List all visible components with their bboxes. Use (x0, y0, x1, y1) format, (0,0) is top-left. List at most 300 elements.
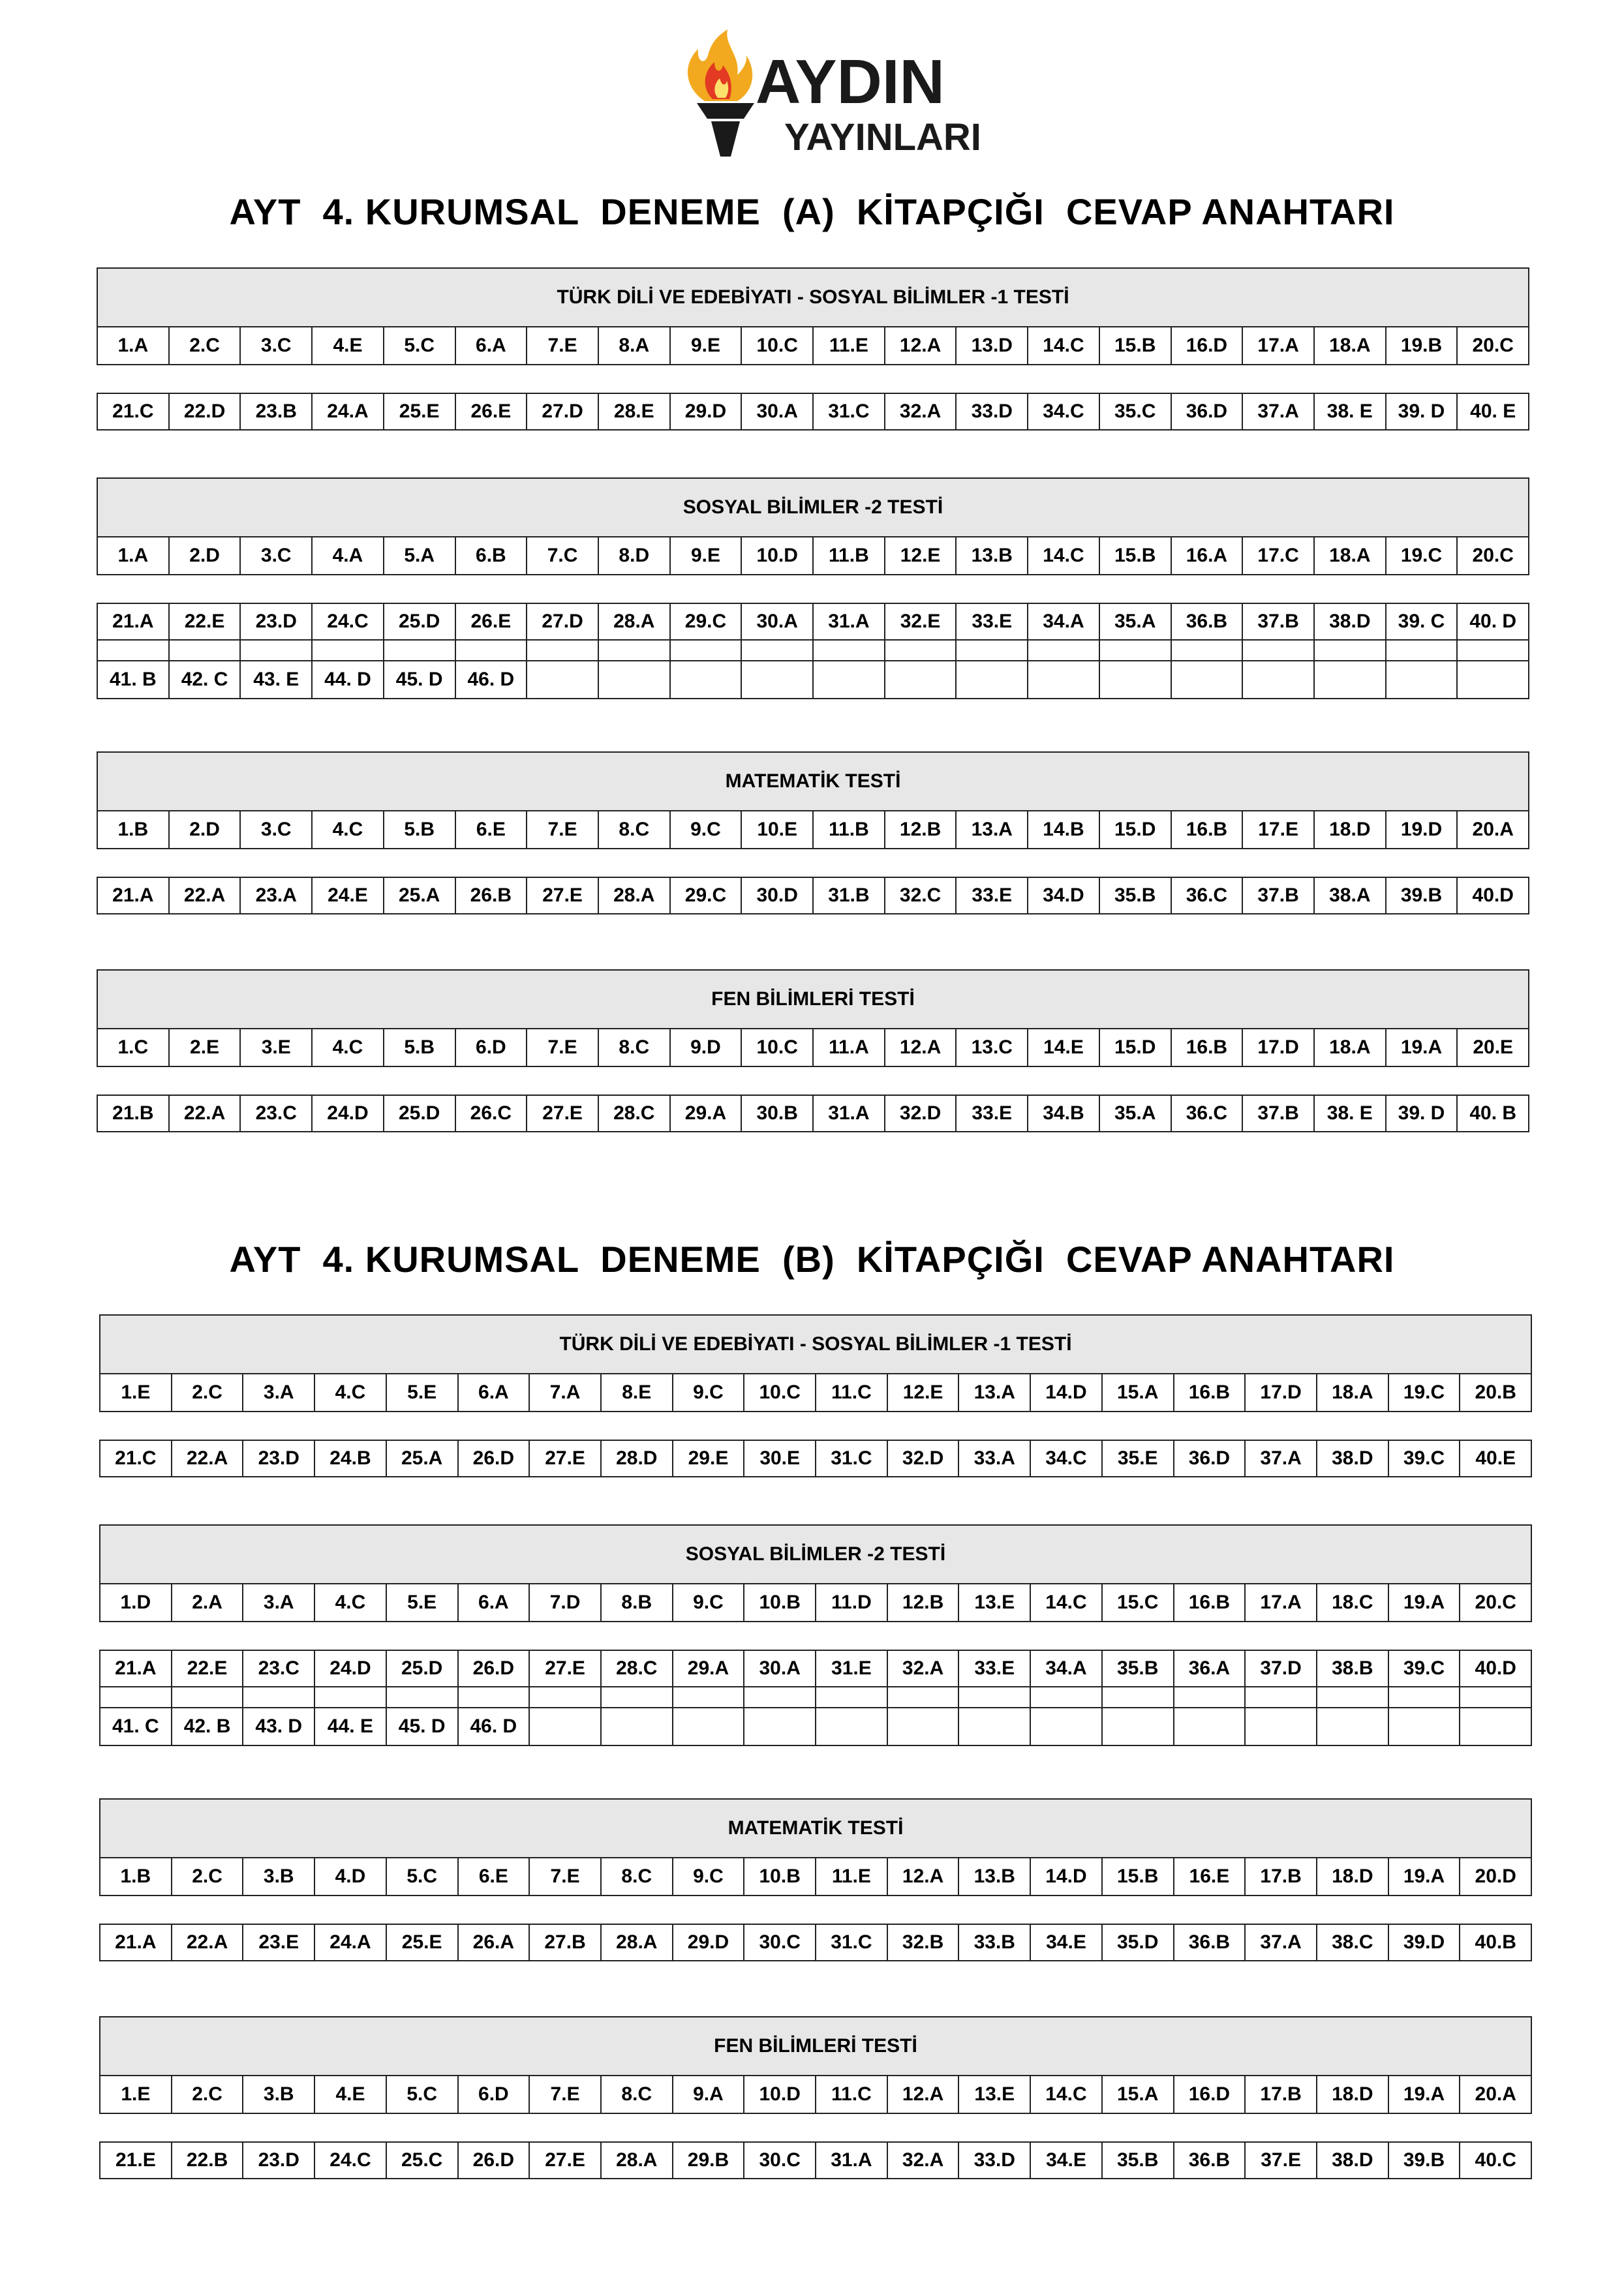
answer-cell: 22.A (172, 1925, 244, 1960)
answer-cell: 4.D (315, 1858, 387, 1895)
answer-cell: 40.D (1475, 1657, 1516, 1679)
section-title: SOSYAL BİLİMLER -2 TESTİ (97, 477, 1529, 537)
answer-cell: 11.A (814, 1029, 885, 1066)
answer-cell: 37.B (1243, 604, 1315, 639)
empty-cell (1174, 1687, 1246, 1707)
answer-cell: 21.C (98, 394, 170, 429)
empty-cell (1028, 641, 1100, 660)
empty-cell (959, 1687, 1031, 1707)
answer-cell: 6.D (456, 1029, 528, 1066)
answer-cell: 35.C (1100, 394, 1172, 429)
answer-row (99, 1440, 1532, 1477)
answer-cell: 14.C (1028, 327, 1100, 364)
empty-cell (100, 1687, 172, 1707)
answer-cell: 36.B (1174, 1925, 1246, 1960)
answer-cell: 20.C (1475, 1592, 1516, 1613)
answer-cell: 37.B (1243, 1096, 1315, 1131)
answer-cell: 1.B (98, 811, 170, 848)
answer-cell: 12.A (885, 327, 957, 364)
answer-cell: 27.D (527, 604, 599, 639)
answer-cell: 12.A (885, 1029, 957, 1066)
answer-cell: 29.D (671, 394, 743, 429)
answer-cell: 40.D (1472, 884, 1514, 906)
answer-cell: 30.C (744, 1925, 816, 1960)
answer-cell: 39.C (1389, 1651, 1461, 1686)
answer-cell: 32.B (888, 1925, 960, 1960)
empty-cell (816, 1687, 888, 1707)
answer-cell: 39.D (1389, 1925, 1461, 1960)
answer-cell (742, 661, 814, 698)
answer-row (97, 877, 1529, 914)
answer-cell: 3.C (241, 327, 313, 364)
answer-cell: 8.C (602, 1858, 673, 1895)
answer-cell: 40. B (1469, 1102, 1517, 1124)
answer-cell: 44. D (313, 661, 384, 698)
answer-cell: 24.C (315, 2143, 387, 2178)
answer-cell: 17.B (1246, 1858, 1317, 1895)
answer-cell: 4.C (313, 1029, 384, 1066)
answer-cell: 10.D (742, 537, 814, 574)
answer-cell: 6.A (459, 1374, 530, 1411)
answer-cell: 33.D (959, 2143, 1031, 2178)
answer-cell: 23.C (243, 1651, 315, 1686)
answer-cell: 7.E (530, 2076, 602, 2113)
answer-cell (1174, 1708, 1246, 1745)
answer-cell: 11.B (814, 811, 885, 848)
answer-row (99, 1584, 1532, 1622)
answer-row (97, 537, 1529, 575)
answer-cell: 25.E (387, 1925, 459, 1960)
answer-cell: 16.D (1172, 327, 1244, 364)
answer-cell: 5.E (387, 1584, 459, 1621)
answer-cell: 34.B (1028, 1096, 1100, 1131)
answer-cell: 38.A (1315, 878, 1387, 913)
answer-cell: 19.B (1387, 327, 1458, 364)
answer-cell: 19.C (1389, 1374, 1461, 1411)
answer-cell (1172, 661, 1244, 698)
answer-cell: 28.A (602, 1925, 673, 1960)
answer-cell: 18.D (1317, 2076, 1389, 2113)
answer-cell: 41. B (98, 661, 170, 698)
answer-cell: 23.E (243, 1925, 315, 1960)
answer-cell: 15.C (1103, 1584, 1174, 1621)
empty-cell (170, 641, 241, 660)
answer-cell: 15.D (1100, 811, 1172, 848)
answer-row (99, 1858, 1532, 1896)
answer-cell: 9.C (671, 811, 743, 848)
answer-cell: 13.D (957, 327, 1028, 364)
empty-cell (1103, 1687, 1174, 1707)
booklet-b-section-3 (99, 1798, 1532, 1961)
answer-cell: 35.A (1100, 1096, 1172, 1131)
answer-cell: 5.A (384, 537, 456, 574)
empty-cell (957, 641, 1028, 660)
brand-line1: AYDIN (756, 47, 945, 117)
answer-cell: 9.C (673, 1584, 745, 1621)
answer-cell: 16.B (1172, 1029, 1244, 1066)
answer-cell: 16.A (1172, 537, 1244, 574)
answer-cell: 40.C (1475, 2149, 1516, 2171)
answer-cell: 17.B (1246, 2076, 1317, 2113)
answer-cell: 7.C (527, 537, 599, 574)
brand-line2: YAYINLARI (784, 116, 981, 159)
answer-cell: 4.A (313, 537, 384, 574)
answer-cell: 6.A (456, 327, 528, 364)
answer-cell: 29.E (673, 1441, 745, 1476)
answer-cell: 35.B (1100, 878, 1172, 913)
answer-cell: 20.A (1475, 2083, 1516, 2105)
empty-cell (744, 1687, 816, 1707)
answer-cell: 38.D (1315, 604, 1387, 639)
answer-cell: 23.D (241, 604, 313, 639)
answer-cell: 33.E (957, 1096, 1028, 1131)
answer-cell: 29.C (671, 604, 743, 639)
answer-cell: 34.D (1028, 878, 1100, 913)
answer-cell: 17.A (1243, 327, 1315, 364)
answer-cell: 14.C (1031, 1584, 1103, 1621)
answer-cell: 6.B (456, 537, 528, 574)
answer-cell (1387, 661, 1458, 698)
section-title: FEN BİLİMLERİ TESTİ (99, 2016, 1532, 2076)
answer-cell (957, 661, 1028, 698)
answer-cell: 6.E (456, 811, 528, 848)
answer-cell: 13.E (959, 1584, 1031, 1621)
answer-cell: 35.A (1100, 604, 1172, 639)
answer-cell: 9.C (673, 1374, 745, 1411)
answer-cell: 8.C (599, 1029, 671, 1066)
answer-cell: 23.A (241, 878, 313, 913)
answer-cell: 17.E (1243, 811, 1315, 848)
answer-cell: 36.B (1172, 604, 1244, 639)
answer-cell: 26.D (459, 2143, 530, 2178)
answer-cell: 8.B (602, 1584, 673, 1621)
answer-cell: 34.C (1031, 1441, 1103, 1476)
answer-cell: 25.C (387, 2143, 459, 2178)
answer-cell: 30.C (744, 2143, 816, 2178)
answer-cell: 36.D (1172, 394, 1244, 429)
answer-cell (530, 1708, 602, 1745)
answer-cell: 26.E (456, 604, 528, 639)
answer-cell: 29.A (673, 1651, 745, 1686)
answer-cell: 11.C (816, 2076, 888, 2113)
answer-cell: 21.C (100, 1441, 172, 1476)
answer-cell: 15.A (1103, 2076, 1174, 2113)
answer-cell: 3.A (243, 1584, 315, 1621)
answer-cell: 42. B (172, 1708, 244, 1745)
answer-cell: 46. D (459, 1708, 530, 1745)
answer-cell: 16.B (1174, 1584, 1246, 1621)
answer-cell: 7.E (527, 327, 599, 364)
answer-cell: 44. E (315, 1708, 387, 1745)
empty-row (97, 641, 1529, 661)
booklet-a-section-3 (97, 751, 1529, 914)
answer-cell: 2.C (172, 2076, 244, 2113)
answer-cell (599, 661, 671, 698)
empty-cell (456, 641, 528, 660)
aydin-yayinlari-logo (679, 26, 981, 159)
answer-cell: 40.E (1475, 1447, 1516, 1469)
answer-cell: 7.E (527, 1029, 599, 1066)
answer-cell: 45. D (384, 661, 456, 698)
answer-cell: 2.C (170, 327, 241, 364)
answer-cell: 18.A (1317, 1374, 1389, 1411)
answer-cell (959, 1708, 1031, 1745)
answer-row (97, 1029, 1529, 1067)
answer-cell: 32.D (888, 1441, 960, 1476)
answer-cell: 1.C (98, 1029, 170, 1066)
answer-cell: 5.C (387, 2076, 459, 2113)
answer-cell: 4.E (313, 327, 384, 364)
answer-cell: 27.E (527, 878, 599, 913)
empty-cell (172, 1687, 244, 1707)
answer-cell (673, 1708, 745, 1745)
answer-cell: 37.B (1243, 878, 1315, 913)
answer-cell: 7.E (527, 811, 599, 848)
answer-cell: 32.D (885, 1096, 957, 1131)
answer-cell: 10.B (744, 1858, 816, 1895)
answer-cell: 38. E (1315, 1096, 1387, 1131)
answer-cell: 22.D (170, 394, 241, 429)
answer-cell: 40. D (1469, 611, 1517, 632)
torch-handle-icon (697, 103, 754, 119)
answer-cell: 1.B (100, 1858, 172, 1895)
answer-cell: 37.D (1246, 1651, 1317, 1686)
section-title: MATEMATİK TESTİ (99, 1798, 1532, 1858)
empty-cell (1389, 1687, 1461, 1707)
answer-cell (888, 1708, 960, 1745)
answer-cell: 28.E (599, 394, 671, 429)
answer-cell: 11.E (816, 1858, 888, 1895)
answer-cell: 42. C (170, 661, 241, 698)
answer-cell: 18.A (1315, 327, 1387, 364)
empty-cell (1317, 1687, 1389, 1707)
answer-cell: 36.A (1174, 1651, 1246, 1686)
empty-cell (885, 641, 957, 660)
answer-cell: 19.A (1389, 2076, 1461, 2113)
answer-cell (1100, 661, 1172, 698)
answer-cell: 33.E (957, 604, 1028, 639)
booklet-b-section-1 (99, 1314, 1532, 1477)
answer-cell: 16.E (1174, 1858, 1246, 1895)
answer-cell: 30.B (742, 1096, 814, 1131)
answer-cell: 31.A (814, 604, 885, 639)
answer-cell: 11.C (816, 1374, 888, 1411)
empty-cell (1172, 641, 1244, 660)
answer-cell: 21.E (100, 2143, 172, 2178)
answer-cell: 28.C (599, 1096, 671, 1131)
empty-cell (98, 641, 170, 660)
answer-cell: 38.D (1317, 2143, 1389, 2178)
answer-cell: 15.B (1100, 327, 1172, 364)
answer-cell: 26.A (459, 1925, 530, 1960)
answer-cell: 15.A (1103, 1374, 1174, 1411)
answer-cell: 29.C (671, 878, 743, 913)
answer-cell: 31.E (816, 1651, 888, 1686)
answer-cell: 41. C (100, 1708, 172, 1745)
answer-cell: 13.B (957, 537, 1028, 574)
answer-cell: 14.D (1031, 1858, 1103, 1895)
answer-cell: 33.D (957, 394, 1028, 429)
answer-cell: 1.D (100, 1584, 172, 1621)
answer-cell: 24.E (313, 878, 384, 913)
answer-cell: 34.A (1031, 1651, 1103, 1686)
answer-cell: 35.E (1103, 1441, 1174, 1476)
answer-cell: 25.D (387, 1651, 459, 1686)
answer-cell: 6.A (459, 1584, 530, 1621)
answer-cell (1460, 1708, 1531, 1745)
answer-cell: 8.C (599, 811, 671, 848)
booklet-b-title: AYT 4. KURUMSAL DENEME (B) KİTAPÇIĞI CEVAP ANAHTARI (229, 1239, 1395, 1280)
answer-cell: 5.E (387, 1374, 459, 1411)
answer-cell: 24.A (315, 1925, 387, 1960)
answer-cell: 1.E (100, 1374, 172, 1411)
answer-cell: 7.A (530, 1374, 602, 1411)
answer-cell: 33.B (959, 1925, 1031, 1960)
answer-cell: 38.B (1317, 1651, 1389, 1686)
answer-cell: 12.B (888, 1584, 960, 1621)
empty-cell (1460, 1687, 1531, 1707)
answer-cell: 25.A (387, 1441, 459, 1476)
answer-cell: 10.D (744, 2076, 816, 2113)
answer-cell: 13.A (959, 1374, 1031, 1411)
answer-row (99, 1924, 1532, 1961)
empty-cell (243, 1687, 315, 1707)
answer-cell (1031, 1708, 1103, 1745)
answer-cell: 10.C (742, 327, 814, 364)
answer-cell: 19.A (1387, 1029, 1458, 1066)
answer-cell: 24.D (315, 1651, 387, 1686)
answer-cell: 45. D (387, 1708, 459, 1745)
answer-cell: 16.D (1174, 2076, 1246, 2113)
answer-cell: 6.D (459, 2076, 530, 2113)
answer-cell: 2.C (172, 1374, 244, 1411)
booklet-a-section-4 (97, 969, 1529, 1132)
answer-cell: 24.B (315, 1441, 387, 1476)
answer-cell: 3.C (241, 537, 313, 574)
empty-cell (1387, 641, 1458, 660)
answer-cell (1389, 1708, 1461, 1745)
answer-cell (744, 1708, 816, 1745)
answer-cell: 34.E (1031, 1925, 1103, 1960)
answer-cell: 13.A (957, 811, 1028, 848)
answer-cell: 26.D (459, 1441, 530, 1476)
answer-cell: 18.D (1315, 811, 1387, 848)
answer-cell: 4.C (315, 1584, 387, 1621)
empty-cell (1315, 641, 1387, 660)
answer-cell: 28.C (602, 1651, 673, 1686)
answer-cell: 30.D (742, 878, 814, 913)
answer-cell: 18.C (1317, 1584, 1389, 1621)
answer-cell: 14.B (1028, 811, 1100, 848)
answer-cell: 25.A (384, 878, 456, 913)
answer-cell: 30.E (744, 1441, 816, 1476)
answer-cell (1243, 661, 1315, 698)
answer-cell: 21.A (98, 878, 170, 913)
answer-cell: 11.E (814, 327, 885, 364)
answer-cell: 11.D (816, 1584, 888, 1621)
answer-cell: 17.A (1246, 1584, 1317, 1621)
answer-cell: 39.B (1389, 2143, 1461, 2178)
answer-cell: 43. E (241, 661, 313, 698)
answer-cell: 19.A (1389, 1858, 1461, 1895)
answer-cell: 37.E (1246, 2143, 1317, 2178)
answer-cell (1028, 661, 1100, 698)
answer-cell: 22.A (170, 1096, 241, 1131)
answer-cell: 6.E (459, 1858, 530, 1895)
answer-cell: 2.C (172, 1858, 244, 1895)
answer-cell: 20.A (1472, 819, 1514, 840)
answer-row (97, 811, 1529, 849)
answer-cell: 10.C (744, 1374, 816, 1411)
booklet-a-title: AYT 4. KURUMSAL DENEME (A) KİTAPÇIĞI CEVAP ANAHTARI (229, 191, 1395, 232)
answer-row (99, 2141, 1532, 2179)
answer-cell: 23.B (241, 394, 313, 429)
answer-row (99, 1650, 1532, 1687)
answer-cell: 1.A (98, 537, 170, 574)
answer-cell: 35.B (1103, 2143, 1174, 2178)
answer-row-extra (97, 661, 1529, 699)
answer-cell: 20.C (1472, 545, 1514, 566)
answer-cell: 3.B (243, 1858, 315, 1895)
answer-cell: 4.C (313, 811, 384, 848)
answer-row (99, 2076, 1532, 2114)
answer-cell: 20.B (1475, 1382, 1516, 1403)
answer-cell: 22.E (172, 1651, 244, 1686)
answer-cell: 34.C (1028, 394, 1100, 429)
empty-row (99, 1687, 1532, 1708)
answer-cell: 32.A (888, 2143, 960, 2178)
answer-cell: 20.D (1475, 1865, 1516, 1887)
answer-cell: 33.A (959, 1441, 1031, 1476)
answer-cell: 21.B (98, 1096, 170, 1131)
answer-cell: 30.A (744, 1651, 816, 1686)
answer-cell: 38. E (1315, 394, 1387, 429)
answer-cell: 25.D (384, 604, 456, 639)
answer-cell: 33.E (957, 878, 1028, 913)
empty-cell (602, 1687, 673, 1707)
answer-cell: 28.A (599, 604, 671, 639)
answer-cell: 22.B (172, 2143, 244, 2178)
answer-cell: 23.C (241, 1096, 313, 1131)
answer-cell: 1.E (100, 2076, 172, 2113)
answer-cell: 34.A (1028, 604, 1100, 639)
booklet-b-section-4 (99, 2016, 1532, 2179)
section-title: TÜRK DİLİ VE EDEBİYATI - SOSYAL BİLİMLER -1 TESTİ (99, 1314, 1532, 1374)
empty-cell (1100, 641, 1172, 660)
answer-cell: 36.C (1172, 1096, 1244, 1131)
answer-cell: 10.B (744, 1584, 816, 1621)
answer-cell (1246, 1708, 1317, 1745)
answer-cell: 28.A (599, 878, 671, 913)
answer-cell: 36.C (1172, 878, 1244, 913)
answer-cell: 19.C (1387, 537, 1458, 574)
answer-cell: 12.E (888, 1374, 960, 1411)
answer-cell: 37.A (1246, 1925, 1317, 1960)
empty-cell (527, 641, 599, 660)
answer-cell: 36.D (1174, 1441, 1246, 1476)
section-title: FEN BİLİMLERİ TESTİ (97, 969, 1529, 1029)
answer-cell: 2.D (170, 811, 241, 848)
answer-cell: 31.A (816, 2143, 888, 2178)
answer-cell: 23.D (243, 2143, 315, 2178)
answer-cell: 40.B (1475, 1931, 1516, 1953)
answer-cell: 8.A (599, 327, 671, 364)
answer-cell: 2.E (170, 1029, 241, 1066)
answer-cell: 14.C (1031, 2076, 1103, 2113)
answer-cell: 32.E (885, 604, 957, 639)
answer-cell: 26.C (456, 1096, 528, 1131)
answer-cell: 31.C (816, 1441, 888, 1476)
